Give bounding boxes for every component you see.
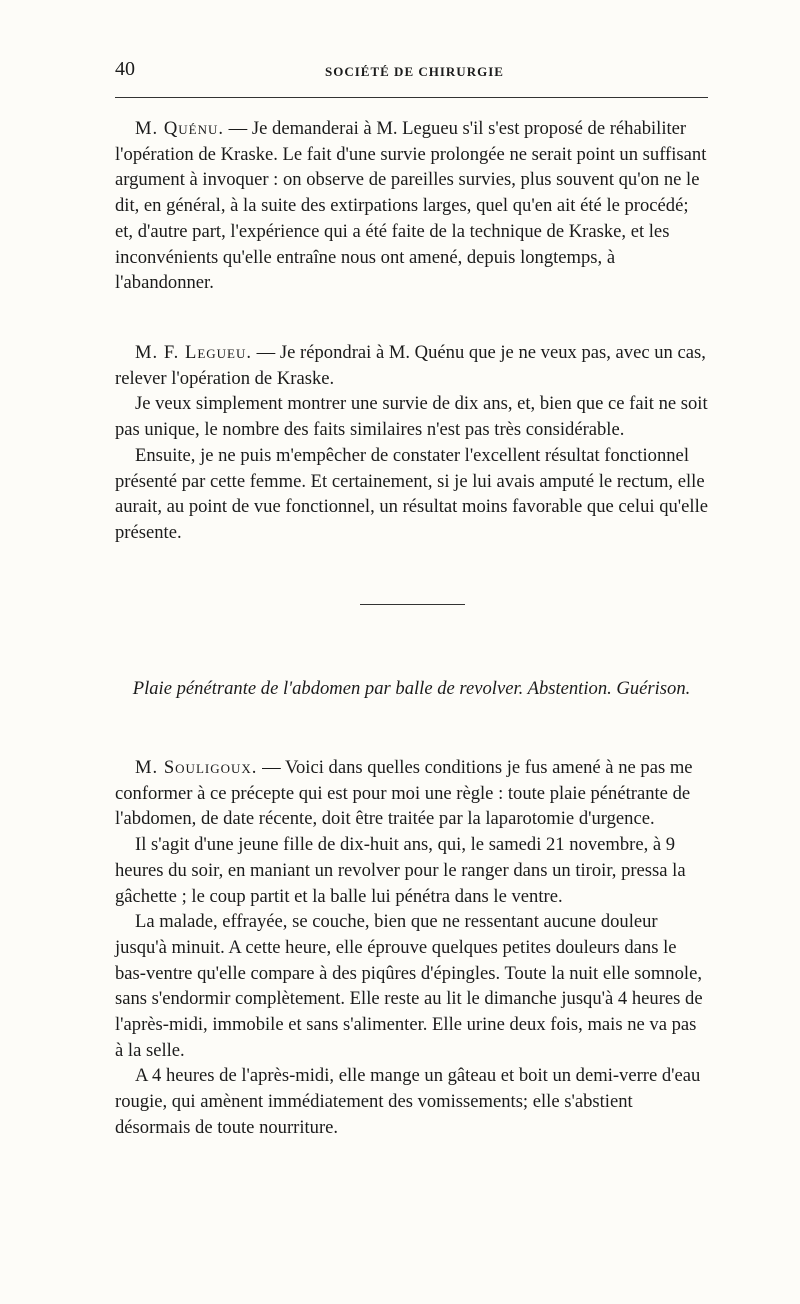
running-header xyxy=(115,58,708,88)
quenu-remark xyxy=(115,116,708,316)
quenu-paragraph xyxy=(115,116,708,296)
speaker-quenu: M. Quénu. xyxy=(135,118,225,139)
legueu-text: — Je répondrai à M. Quénu que je ne veux pas, avec un cas, relever l'opération de Kraske. xyxy=(115,342,706,389)
souligoux-report xyxy=(115,755,708,1205)
souligoux-text: — Voici dans quelles conditions je fus amené à ne pas me conformer à ce précepte qui est pour moi une règle : toute plaie pénétrante de l'abdomen, de date récente, doit être traitée par la laparotomie d'urgence. xyxy=(115,757,693,830)
souligoux-paragraph-4: A 4 heures de l'après-midi, elle mange un gâteau et boit un demi-verre d'eau rougie, qui amènent immédiatement des vomissements; elle s'abstient désormais de toute nourriture. xyxy=(115,1065,701,1138)
speaker-legueu: M. F. Legueu. xyxy=(135,342,253,363)
legueu-paragraph-2: Je veux simplement montrer une survie de dix ans, et, bien que ce fait ne soit pas unique, le nombre des faits similaires n'est pas très considérable. xyxy=(115,393,708,441)
legueu-reply xyxy=(115,340,708,570)
speaker-souligoux: M. Souligoux. xyxy=(135,757,258,778)
running-title: SOCIÉTÉ DE CHIRURGIE xyxy=(325,64,504,79)
quenu-text: — Je demanderai à M. Legueu s'il s'est proposé de réhabiliter l'opération de Kraske. Le fait d'une survie prolongée ne serait point un suffisant argument à invoquer : on observe de pareilles survies, plus souvent qu'on ne le dit, en général, à la suite des extirpations larges, quel qu'en ait été le procédé; et, d'autre part, l'expérience qui a été faite de la technique de Kraske, et les inconvénients qu'elle entraîne nous ont amené, depuis longtemps, à l'abandonner. xyxy=(115,118,707,294)
section-separator xyxy=(360,604,465,605)
souligoux-paragraph-2: Il s'agit d'une jeune fille de dix-huit ans, qui, le samedi 21 novembre, à 9 heures du soir, en maniant un revolver pour le ranger dans un tiroir, pressa la gâchette ; le coup partit et la balle lui pénétra dans le ventre. xyxy=(115,834,686,907)
page-number: 40 xyxy=(115,58,135,80)
souligoux-paragraph-3: La malade, effrayée, se couche, bien que ne ressentant aucune douleur jusqu'à minuit. A cette heure, elle éprouve quelques petites douleurs dans le bas-ventre qu'elle compare à des piqûres d'épingles. Toute la nuit elle somnole, sans s'endormir complètement. Elle reste au lit le dimanche jusqu'à 4 heures de l'après-midi, immobile et sans s'alimenter. Elle urine deux fois, mais ne va pas à la selle. xyxy=(115,911,703,1061)
section-heading: Plaie pénétrante de l'abdomen par balle de revolver. Abstention. Guérison. xyxy=(132,678,691,699)
header-rule xyxy=(115,97,708,98)
legueu-paragraph-3: Ensuite, je ne puis m'empêcher de constater l'excellent résultat fonctionnel présenté par cette femme. Et certainement, si je lui avais amputé le rectum, elle aurait, au point de vue fonctionnel, un résultat moins favorable que celui qu'elle présente. xyxy=(115,444,708,543)
legueu-paragraph-1 xyxy=(115,340,708,391)
souligoux-paragraph-1 xyxy=(115,755,708,832)
